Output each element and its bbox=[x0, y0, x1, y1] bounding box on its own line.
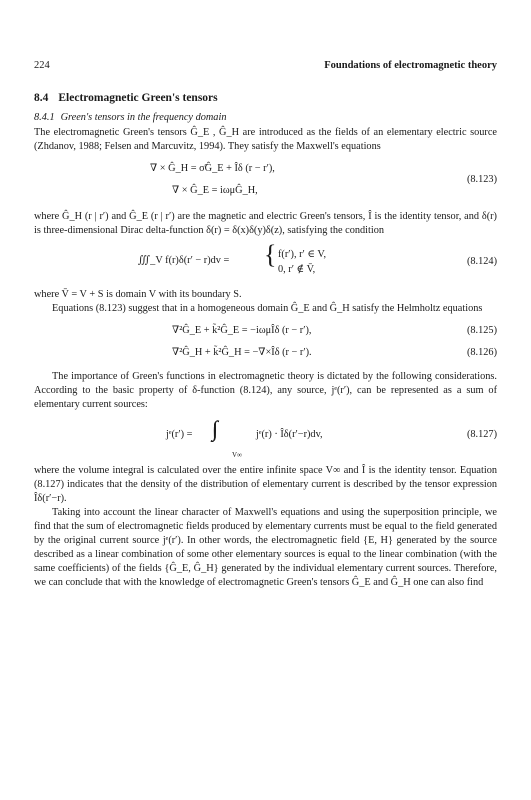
running-title: Foundations of electromagnetic theory bbox=[324, 60, 497, 71]
page-number: 224 bbox=[34, 60, 50, 71]
subsection-number: 8.4.1 bbox=[34, 112, 55, 123]
subsection-title: Green's tensors in the frequency domain bbox=[60, 112, 227, 123]
equation-number-8-125: (8.125) bbox=[466, 325, 497, 336]
equation-8-126-body: ∇²Ĝ_H + k̃²Ĝ_H = −∇×Îδ (r − r′). bbox=[172, 347, 312, 358]
section-title: Electromagnetic Green's tensors bbox=[58, 92, 218, 104]
equation-number-8-127: (8.127) bbox=[466, 429, 497, 440]
paragraph-importance: The importance of Green's functions in electromagnetic theory is dictated by the following considerations. According to the basic property of δ-function (8.124), any source, jᵉ(r′), can be represented as a sum of elementary current sources: bbox=[34, 371, 497, 410]
equation-8-125 bbox=[34, 322, 497, 342]
equation-8-123-line1: ∇ × Ĝ_H = σ̃Ĝ_E + Îδ (r − r′), bbox=[150, 163, 275, 174]
equation-8-124 bbox=[34, 240, 497, 284]
subsection-heading bbox=[34, 111, 497, 125]
paragraph-intro: The electromagnetic Green's tensors Ĝ_E , Ĝ_H are introduced as the fields of an elementary electric source (Zhdanov, 1988; Felsen and Marcuvitz, 1994). They satisfy the Maxwell's equations bbox=[34, 127, 497, 152]
equation-8-123-line2: ∇ × Ĝ_E = iωμĜ_H, bbox=[172, 185, 258, 196]
equation-number-8-123: (8.123) bbox=[466, 174, 497, 185]
paragraph-domain-boundary: where V̄ = V + S is domain V with its boundary S. bbox=[34, 289, 242, 300]
equation-number-8-124: (8.124) bbox=[466, 256, 497, 267]
equation-8-127-lhs: jᵉ(r′) = bbox=[166, 429, 193, 440]
paragraph-superposition: Taking into account the linear character of Maxwell's equations and using the superposition principle, we find that the sum of electromagnetic fields produced by elementary currents must be equal to the field generated by the original current source jᵉ(r′). In other words, the electromagnetic field {E, H} generated by the source described as a linear combination of some other elementary sources is equal to the linear combination (with the same coefficients) of the fields {Ĝ_E, Ĝ_H} generated by the individual elementary current sources. Therefore, we can conclude that with the knowledge of electromagnetic Green's tensors Ĝ_E and Ĝ_H one can also find bbox=[34, 507, 497, 588]
equation-8-123 bbox=[34, 160, 497, 204]
page-body bbox=[34, 91, 497, 590]
equation-number-8-126: (8.126) bbox=[466, 347, 497, 358]
paragraph-helmholtz-intro: Equations (8.123) suggest that in a homogeneous domain Ĝ_E and Ĝ_H satisfy the Helmholtz equations bbox=[52, 303, 483, 314]
equation-8-124-brace: { bbox=[264, 240, 277, 269]
equation-8-127-rhs: jᵉ(r) · Îδ(r′−r)dv, bbox=[256, 429, 323, 440]
section-number: 8.4 bbox=[34, 92, 49, 104]
equation-8-127 bbox=[34, 418, 497, 458]
paragraph-green-tensors-definition: where Ĝ_H (r | r′) and Ĝ_E (r | r′) are the magnetic and electric Green's tensors, Î is the identity tensor, and δ(r) is three-dimensional Dirac delta-function δ(r) = δ(x)δ(y)δ(z), satisfying the condition bbox=[34, 211, 497, 236]
equation-8-127-domain: V∞ bbox=[232, 451, 243, 459]
section-heading bbox=[34, 91, 497, 105]
equation-8-125-body: ∇²Ĝ_E + k̃²Ĝ_E = −iωμÎδ (r − r′), bbox=[172, 325, 312, 336]
equation-8-124-case1: f(r′), r′ ∈ V, bbox=[278, 249, 327, 260]
equation-8-124-case2: 0, r′ ∉ V̄, bbox=[278, 264, 316, 275]
paragraph-volume-integral: where the volume integral is calculated over the entire infinite space V∞ and Î is the identity tensor. Equation (8.127) indicates that the density of the distribution of elementary current is described by the tensor expression Îδ(r′−r). bbox=[34, 465, 497, 504]
triple-integral-sign: ∫∫∫ bbox=[212, 416, 213, 441]
equation-8-124-lhs: ∭_V f(r)δ(r′ − r)dv = bbox=[138, 255, 230, 266]
equation-8-126 bbox=[34, 344, 497, 366]
